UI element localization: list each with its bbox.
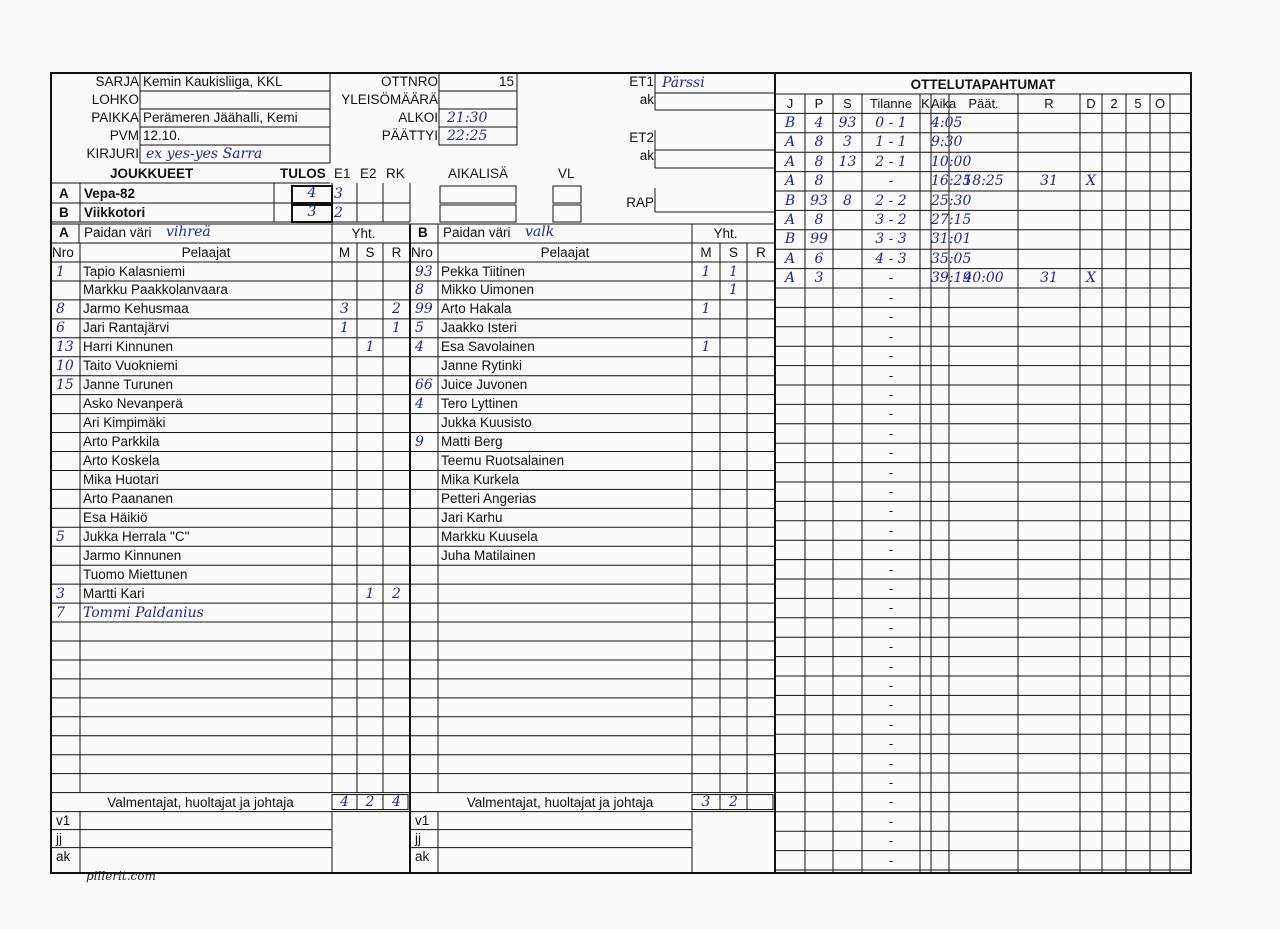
event-empty-tilanne: - (888, 561, 894, 577)
team-a-player-r: 2 (392, 301, 401, 318)
event-empty-tilanne: - (888, 581, 894, 596)
team-b-letter: B (59, 205, 69, 220)
team-b-player-nro: 8 (415, 282, 424, 299)
team-a-player-name: Martti Kari (83, 585, 145, 601)
event-tilanne: 1 - 1 (875, 134, 907, 151)
team-b-player-name: Jaakko Isteri (441, 320, 517, 336)
event-empty-tilanne: - (888, 833, 894, 849)
team-a-player-name: Esa Häikiö (83, 509, 148, 525)
event-p: 8 (814, 173, 824, 190)
ottnro-value: 15 (498, 74, 514, 89)
team-a-player-name: Ari Kimpimäki (83, 415, 166, 431)
event-empty-tilanne: - (888, 639, 894, 655)
et1-value: Pärssi (662, 75, 705, 91)
team-a-player-nro: 13 (56, 339, 74, 356)
team-a-player-m: 3 (340, 301, 349, 318)
event-empty-tilanne: - (888, 503, 894, 519)
team-a-v1-label: v1 (56, 812, 71, 828)
event-col-header-j: J (786, 96, 794, 111)
event-empty-tilanne: - (888, 794, 894, 810)
team-b-player-name: Matti Berg (441, 434, 503, 450)
team-b-player-name: Mika Kurkela (441, 471, 520, 487)
team-a-player-name: Jukka Herrala "C" (83, 528, 190, 544)
event-aika: 4:05 (931, 114, 963, 131)
team-a-player-name: Mika Huotari (83, 471, 159, 487)
event-s: 8 (843, 192, 852, 209)
sarja-value: Kemin Kaukisliiga, KKL (143, 74, 283, 89)
event-r: 31 (1040, 270, 1058, 287)
team-a-score: 4 (307, 185, 317, 201)
team-b-player-nro: 4 (415, 339, 424, 356)
event-j: B (784, 231, 796, 248)
event-aika: 9:30 (931, 134, 963, 151)
et1-label: ET1 (629, 74, 654, 89)
event-empty-tilanne: - (888, 678, 894, 693)
grid-box (747, 795, 773, 810)
event-col-header-tilanne: Tilanne (869, 96, 913, 111)
team-b-player-name: Tero Lyttinen (441, 396, 518, 412)
event-empty-tilanne: - (888, 348, 894, 364)
team-a-player-name: Tapio Kalasniemi (83, 263, 186, 279)
rap-label: RAP (626, 195, 654, 210)
team-a-player-name: Jarmo Kehusmaa (83, 301, 189, 317)
team-a-player-name: Arto Paananen (83, 490, 174, 506)
event-s: 13 (838, 153, 857, 170)
team-b-name: Viikkotori (84, 205, 146, 220)
team-a-jj-label: jj (56, 830, 62, 846)
event-empty-tilanne: - (888, 697, 894, 713)
team-a-player-name: Markku Paakkolanvaara (83, 282, 228, 298)
team-b-player-nro: 66 (415, 377, 433, 394)
team-a-player-m: 1 (340, 320, 349, 337)
alkoi-value: 21:30 (447, 110, 488, 126)
paikka-label: PAIKKA (91, 110, 139, 125)
team-b-player-s: 1 (729, 263, 738, 280)
event-s: 93 (838, 114, 857, 131)
team-a-player-nro: 3 (56, 585, 65, 602)
team-b-player-name: Jukka Kuusisto (441, 415, 532, 431)
event-tilanne: - (888, 173, 894, 190)
team-b-player-m: 1 (701, 301, 711, 318)
team-b-v1-label: v1 (415, 812, 430, 828)
event-empty-tilanne: - (888, 387, 894, 402)
team-b-r-header: R (756, 245, 766, 260)
event-s: 3 (843, 134, 852, 151)
event-empty-tilanne: - (888, 290, 894, 305)
team-a-nro-header: Nro (52, 245, 74, 260)
team-b-player-nro: 5 (415, 320, 424, 337)
team-a-player-name: Asko Nevanperä (83, 396, 183, 412)
team-b-player-m: 1 (701, 339, 711, 356)
team-a-m-header: M (338, 245, 351, 260)
team-a-letter: A (59, 186, 69, 201)
team-a-player-name: Tuomo Miettunen (83, 566, 188, 582)
team-b-player-name: Juha Matilainen (441, 547, 536, 563)
alkoi-label: ALKOI (398, 110, 438, 125)
team-a-player-nro: 7 (56, 604, 65, 621)
event-empty-tilanne: - (888, 852, 894, 868)
aikalisa-a (440, 186, 516, 203)
event-empty-tilanne: - (888, 619, 894, 635)
event-empty-tilanne: - (888, 813, 894, 829)
team-b-player-nro: 9 (415, 434, 424, 451)
sheet-frame (51, 73, 1191, 873)
event-empty-tilanne: - (888, 367, 894, 383)
team-a-yht-label: Yht. (351, 226, 376, 241)
team-a-player-name: Tommi Paldanius (83, 604, 204, 621)
event-p: 3 (814, 270, 824, 287)
et2-label: ET2 (629, 130, 654, 145)
team-b-player-s: 1 (729, 282, 738, 299)
event-col-header-p: P (814, 96, 824, 111)
event-j: B (784, 192, 796, 209)
aikalisa-b (440, 205, 516, 222)
team-b-player-name: Pekka Tiitinen (441, 263, 526, 279)
team-a-player-nro: 8 (56, 301, 65, 318)
team-a-letter: A (59, 225, 69, 240)
event-empty-tilanne: - (888, 775, 894, 790)
team-b-nro-header: Nro (411, 245, 433, 260)
event-col-header-s: S (843, 96, 852, 111)
yleisomaara-label: YLEISÖMÄÄRÄ (341, 92, 438, 107)
event-empty-tilanne: - (888, 716, 894, 732)
team-b-shirt-label: Paidan väri (443, 225, 511, 240)
event-col-header-paat: Päät. (968, 96, 999, 111)
event-p: 8 (814, 153, 824, 170)
event-aika: 25:30 (931, 192, 972, 209)
team-b-shirt-value: valk (525, 224, 555, 240)
lohko-label: LOHKO (91, 92, 139, 107)
team-b-s-header: S (728, 245, 738, 260)
team-b-staff-label: Valmentajat, huoltajat ja johtaja (466, 794, 654, 810)
team-b-player-nro: 4 (415, 396, 424, 413)
event-aika: 16:25 (931, 173, 972, 190)
event-col-header-c5: 5 (1134, 96, 1142, 111)
team-a-player-name: Jari Rantajärvi (83, 320, 170, 336)
event-empty-tilanne: - (888, 406, 894, 422)
team-b-player-nro: 99 (415, 301, 433, 318)
team-a-staff-label: Valmentajat, huoltajat ja johtaja (107, 794, 294, 810)
tulos-label: TULOS (280, 166, 326, 181)
team-b-score: 3 (307, 204, 317, 220)
team-b-player-name: Mikko Uimonen (441, 282, 535, 298)
team-b-player-name: Teemu Ruotsalainen (441, 453, 565, 468)
team-a-player-s: 1 (365, 339, 375, 356)
team-a-e1: 3 (334, 186, 343, 202)
event-j: A (784, 134, 796, 151)
team-a-player-nro: 15 (56, 377, 74, 394)
event-col-header-r: R (1044, 96, 1054, 111)
team-a-shirt-label: Paidan väri (84, 225, 152, 240)
event-p: 8 (814, 211, 824, 228)
event-tilanne: 3 - 3 (875, 231, 907, 248)
event-j: B (784, 114, 796, 131)
team-b-player-name: Jari Karhu (441, 509, 503, 525)
event-j: A (784, 153, 796, 170)
team-a-player-name: Arto Koskela (83, 453, 160, 468)
team-a-player-nro: 10 (56, 358, 74, 375)
event-j: A (784, 250, 796, 267)
sarja-label: SARJA (95, 74, 139, 89)
event-tilanne: - (888, 270, 894, 287)
rk-label: RK (386, 166, 405, 181)
team-a-pelaajat-header: Pelaajat (181, 245, 231, 260)
ak1-label: ak (639, 92, 654, 107)
event-empty-tilanne: - (888, 464, 894, 480)
event-col-header-d: D (1086, 96, 1096, 111)
team-b-pelaajat-header: Pelaajat (540, 245, 590, 260)
header-field-box (439, 91, 517, 109)
team-a-ak-label: ak (56, 848, 71, 864)
team-b-total-m: 3 (701, 793, 711, 810)
event-tilanne: 0 - 1 (875, 114, 907, 131)
team-a-shirt-value: vihreä (166, 224, 211, 240)
team-a-total-m: 4 (340, 793, 349, 810)
team-b-player-name: Juice Juvonen (441, 377, 528, 393)
event-p: 93 (810, 192, 828, 209)
team-b-player-name: Markku Kuusela (441, 528, 538, 544)
event-aika: 31:01 (931, 231, 972, 248)
team-a-player-name: Taito Vuokniemi (83, 358, 178, 374)
event-p: 8 (814, 134, 824, 151)
team-a-player-r: 1 (392, 320, 401, 337)
ak2-label: ak (639, 148, 654, 163)
event-tilanne: 4 - 3 (875, 250, 907, 267)
team-a-player-name: Arto Parkkila (83, 434, 160, 450)
kirjuri-value: ex yes-yes Sarra (146, 146, 263, 162)
paattyi-label: PÄÄTTYI (381, 128, 438, 143)
event-aika: 39:19 (931, 270, 972, 287)
aikalisa-label: AIKALISÄ (448, 166, 509, 181)
event-empty-tilanne: - (888, 328, 894, 344)
team-a-player-nro: 6 (56, 320, 65, 337)
event-empty-tilanne: - (888, 755, 894, 771)
e1-label: E1 (334, 166, 351, 181)
team-a-player-name: Janne Turunen (83, 377, 174, 393)
event-aika: 27:15 (931, 211, 972, 228)
events-title: OTTELUTAPAHTUMAT (910, 77, 1056, 92)
event-j: A (784, 173, 796, 190)
team-b-total-s: 2 (729, 793, 738, 810)
pvm-label: PVM (109, 128, 139, 143)
team-b-player-name: Janne Rytinki (441, 358, 523, 374)
paattyi-value: 22:25 (447, 128, 488, 144)
team-a-player-name: Harri Kinnunen (83, 339, 174, 355)
team-a-s-header: S (365, 245, 375, 260)
event-empty-tilanne: - (888, 522, 894, 538)
event-empty-tilanne: - (888, 736, 894, 752)
event-empty-tilanne: - (888, 542, 894, 558)
team-b-letter: B (418, 225, 428, 240)
event-paat: 18:25 (963, 173, 1004, 190)
team-a-player-nro: 5 (56, 528, 65, 545)
team-a-player-nro: 1 (56, 263, 65, 280)
event-r: 31 (1040, 173, 1058, 190)
team-a-player-name: Jarmo Kinnunen (83, 547, 182, 563)
team-b-e1: 2 (334, 205, 343, 221)
event-empty-tilanne: - (888, 425, 894, 441)
team-b-player-m: 1 (701, 263, 711, 280)
event-p: 99 (810, 231, 828, 248)
event-tilanne: 3 - 2 (875, 211, 907, 228)
team-a-r-header: R (391, 245, 402, 260)
event-col-header-aika: Aika (931, 96, 957, 111)
event-aika: 10:00 (931, 153, 972, 170)
joukkueet-label: JOUKKUEET (110, 166, 194, 181)
event-col-header-k: K (921, 96, 930, 111)
ottnro-label: OTTNRO (381, 74, 438, 89)
team-b-jj-label: jj (415, 830, 421, 846)
paikka-value: Perämeren Jäähalli, Kemi (143, 110, 298, 125)
pvm-value: 12.10. (143, 128, 181, 143)
event-j: A (784, 211, 796, 228)
event-j: A (784, 270, 796, 287)
event-empty-tilanne: - (888, 658, 894, 674)
event-col-header-c2: 2 (1110, 96, 1118, 111)
event-paat: 40:00 (963, 270, 1004, 287)
event-empty-tilanne: - (888, 445, 894, 461)
team-b-player-name: Petteri Angerias (441, 490, 537, 506)
event-tilanne: 2 - 2 (875, 192, 907, 209)
event-aika: 35:05 (931, 250, 972, 267)
team-a-player-s: 1 (365, 585, 375, 602)
team-b-player-nro: 93 (415, 263, 433, 280)
vl-label: VL (558, 166, 575, 181)
team-b-player-name: Esa Savolainen (441, 339, 535, 355)
team-b-player-name: Arto Hakala (441, 301, 512, 317)
event-tilanne: 2 - 1 (875, 153, 907, 170)
event-d: X (1086, 173, 1096, 190)
footer-brand: pillerit.com (86, 869, 156, 883)
team-a-name: Vepa-82 (84, 186, 136, 201)
team-b-yht-label: Yht. (713, 226, 738, 241)
event-col-header-o: O (1154, 96, 1166, 111)
team-a-player-r: 2 (392, 585, 401, 602)
event-empty-tilanne: - (888, 309, 894, 325)
event-empty-tilanne: - (888, 484, 894, 499)
e2-label: E2 (360, 166, 377, 181)
team-a-total-s: 2 (365, 793, 375, 810)
header-field-box (140, 91, 330, 109)
event-empty-tilanne: - (888, 600, 894, 616)
event-p: 4 (814, 114, 824, 131)
team-b-ak-label: ak (415, 848, 430, 864)
event-d: X (1086, 270, 1096, 287)
event-p: 6 (814, 250, 824, 267)
kirjuri-label: KIRJURI (86, 146, 139, 161)
team-b-m-header: M (700, 245, 712, 260)
team-a-total-r: 4 (392, 793, 401, 810)
